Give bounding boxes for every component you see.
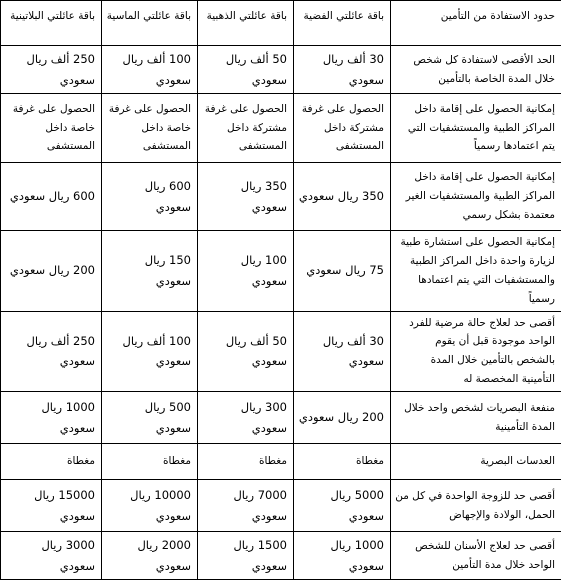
platinum-value: 15000 ريال سعودي [1,480,102,532]
gold-value: 350 ريال سعودي [198,163,294,231]
row-label: الحد الأقصى لاستفادة كل شخص خلال المدة الخاصة بالتأمين [391,46,561,94]
table-row-maternity [1,480,561,532]
gold-value: 7000 ريال سعودي [198,480,294,532]
row-label: أقصى حد للزوجة الواحدة في كل من الحمل، الولادة والإجهاض [391,480,561,532]
row-label: أقصى حد لعلاج حالة مرضية للفرد الواحد موجودة قبل أن يقوم بالشخص بالتأمين خلال المدة التأمينية المخصصة له [391,311,561,392]
silver-value: مغطاة [294,444,391,480]
row-label: منفعة البصريات لشخص واحد خلال المدة التأمينية [391,392,561,444]
diamond-value: 100 ألف ريال سعودي [102,46,198,94]
silver-value: 1000 ريال سعودي [294,532,391,580]
diamond-value: 10000 ريال سعودي [102,480,198,532]
silver-value: 30 ألف ريال سعودي [294,46,391,94]
column-header-limits: حدود الاستفادة من التأمين [391,1,561,46]
platinum-value: 200 ريال سعودي [1,231,102,312]
table-row-consultation [1,231,561,312]
gold-value: 300 ريال سعودي [198,392,294,444]
silver-value: 30 ألف ريال سعودي [294,311,391,392]
row-label: أقصى حد لعلاج الأسنان للشخص الواحد خلال مدة التأمين [391,532,561,580]
silver-value: 75 ريال سعودي [294,231,391,312]
diamond-value: 600 ريال سعودي [102,163,198,231]
gold-value: 50 ألف ريال سعودي [198,46,294,94]
platinum-value: الحصول على غرفة خاصة داخل المستشفى [1,94,102,163]
row-label: إمكانية الحصول على إقامة داخل المراكز الطبية والمستشفيات التي يتم اعتمادها رسمياً [391,94,561,163]
gold-value: الحصول على غرفة مشتركة داخل المستشفى [198,94,294,163]
diamond-value: مغطاة [102,444,198,480]
platinum-value: 3000 ريال سعودي [1,532,102,580]
silver-value: 5000 ريال سعودي [294,480,391,532]
gold-value: مغطاة [198,444,294,480]
diamond-value: 150 ريال سعودي [102,231,198,312]
diamond-value: 100 ألف ريال سعودي [102,311,198,392]
table-row-optical-lenses [1,444,561,480]
row-label: إمكانية الحصول على استشارة طبية لزيارة واحدة داخل المراكز الطبية والمستشفيات التي يتم اعتمادها رسمياً [391,231,561,312]
table-row-dental [1,532,561,580]
column-header-gold-package: باقة عائلتي الذهبية [198,1,294,46]
diamond-value: 2000 ريال سعودي [102,532,198,580]
silver-value: الحصول على غرفة مشتركة داخل المستشفى [294,94,391,163]
table-row-max-coverage [1,46,561,94]
gold-value: 100 ريال سعودي [198,231,294,312]
platinum-value: 1000 ريال سعودي [1,392,102,444]
column-header-diamond-package: باقة عائلتي الماسية [102,1,198,46]
platinum-value: 250 ألف ريال سعودي [1,46,102,94]
table-header-row [1,1,561,46]
row-label: العدسات البصرية [391,444,561,480]
gold-value: 1500 ريال سعودي [198,532,294,580]
platinum-value: 600 ريال سعودي [1,163,102,231]
row-label: إمكانية الحصول على إقامة داخل المراكز الطبية والمستشفيات الغير معتمدة بشكل رسمي [391,163,561,231]
column-header-silver-package: باقة عائلتي الفضية [294,1,391,46]
diamond-value: الحصول على غرفة خاصة داخل المستشفى [102,94,198,163]
platinum-value: 250 ألف ريال سعودي [1,311,102,392]
platinum-value: مغطاة [1,444,102,480]
table-row-non-accredited-stay [1,163,561,231]
table-row-preexisting-condition [1,311,561,392]
gold-value: 50 ألف ريال سعودي [198,311,294,392]
table-row-optical-benefit [1,392,561,444]
column-header-platinum-package: باقة عائلتي البلاتينية [1,1,102,46]
table-row-accredited-stay [1,94,561,163]
silver-value: 200 ريال سعودي [294,392,391,444]
silver-value: 350 ريال سعودي [294,163,391,231]
diamond-value: 500 ريال سعودي [102,392,198,444]
